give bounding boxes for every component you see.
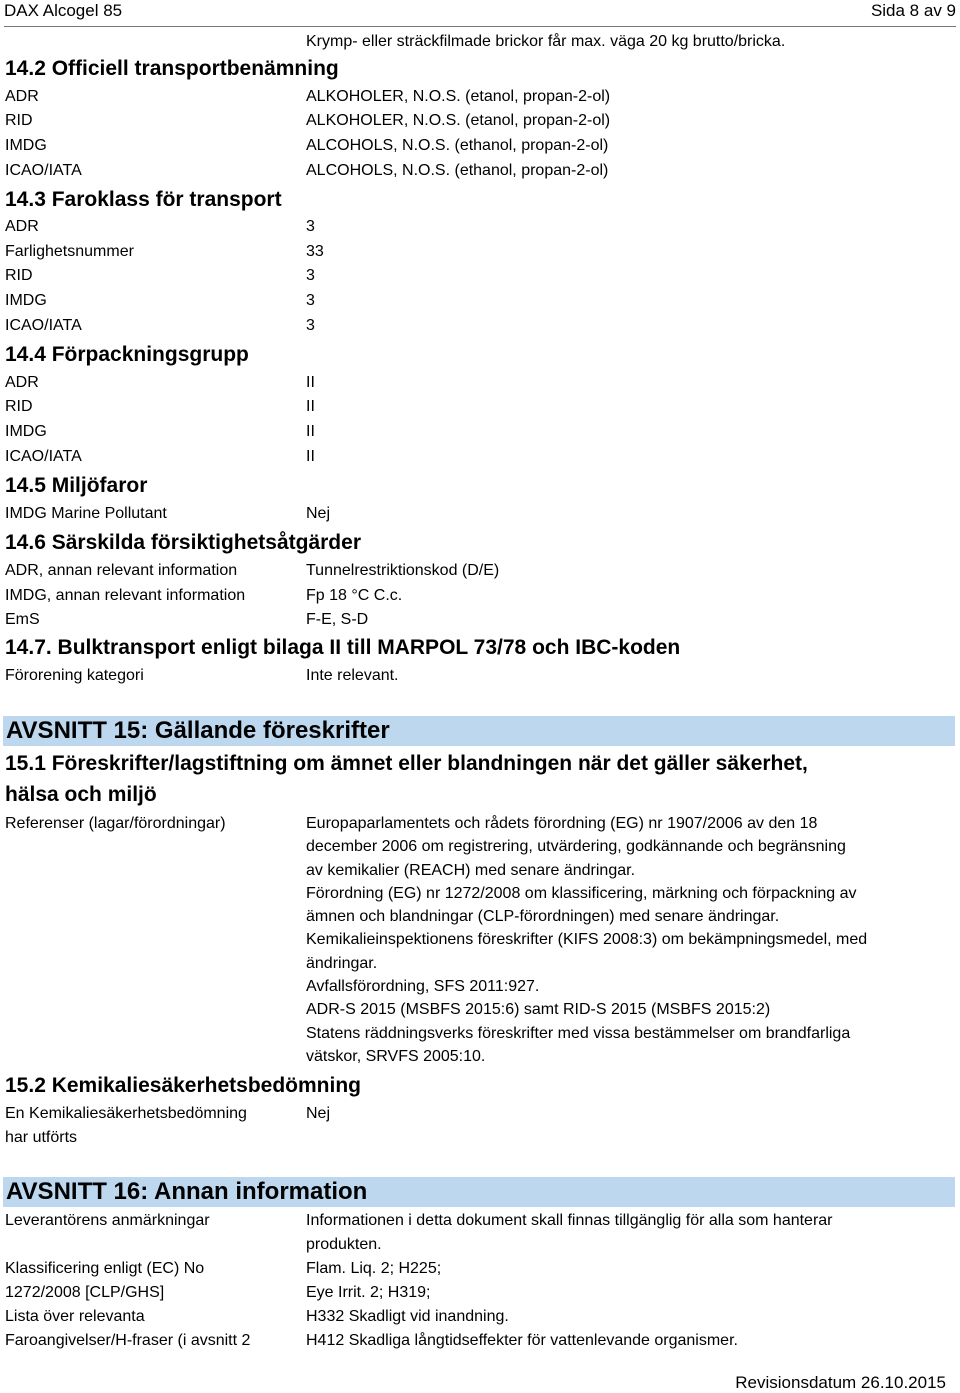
- row-value: Fp 18 °C C.c.: [306, 587, 403, 604]
- row-value: 3: [306, 218, 315, 235]
- row-label: ADR, annan relevant information: [5, 562, 238, 579]
- section-14-2-title: 14.2 Officiell transportbenämning: [5, 57, 339, 80]
- row-label: ICAO/IATA: [5, 448, 82, 465]
- classification-label-line2: 1272/2008 [CLP/GHS]: [5, 1284, 165, 1301]
- supplier-remarks-line1: Informationen i detta dokument skall finnas tillgänglig för alla som hanterar: [306, 1212, 833, 1229]
- row-value: 3: [306, 267, 315, 284]
- page-header: [4, 0, 956, 27]
- hazard-list-value-line2: H412 Skadliga långtidseffekter för vattenlevande organismer.: [306, 1332, 738, 1349]
- reference-line: Kemikalieinspektionens föreskrifter (KIFS 2008:3) om bekämpningsmedel, med: [306, 931, 868, 949]
- page-number: Sida 8 av 9: [870, 1, 956, 20]
- section-15-1-title-line1: 15.1 Föreskrifter/lagstiftning om ämnet eller blandningen när det gäller säkerhet,: [5, 752, 808, 775]
- reference-line: ämnen och blandningar (CLP-förordningen) med senare ändringar.: [306, 908, 780, 926]
- assessment-label-line2: har utförts: [5, 1129, 78, 1146]
- supplier-remarks-label: Leverantörens anmärkningar: [5, 1212, 210, 1229]
- row-label: EmS: [5, 611, 40, 628]
- row-label: IMDG, annan relevant information: [5, 587, 246, 604]
- row-value: F-E, S-D: [306, 611, 369, 628]
- row-value: ALCOHOLS, N.O.S. (ethanol, propan-2-ol): [306, 137, 609, 154]
- section-14-5-title: 14.5 Miljöfaror: [5, 474, 148, 497]
- reference-line: Statens räddningsverks föreskrifter med vissa bestämmelser om brandfarliga: [306, 1024, 851, 1042]
- reference-line: Europaparlamentets och rådets förordning (EG) nr 1907/2006 av den 18: [306, 815, 818, 832]
- row-label: IMDG: [5, 292, 47, 309]
- row-label: RID: [5, 398, 33, 415]
- section-15-2-title: 15.2 Kemikaliesäkerhetsbedömning: [5, 1074, 361, 1097]
- row-value: II: [306, 374, 315, 391]
- revision-date: Revisionsdatum 26.10.2015: [735, 1373, 946, 1392]
- row-label: IMDG: [5, 137, 47, 154]
- document-title: DAX Alcogel 85: [4, 1, 123, 20]
- reference-line: december 2006 om registrering, utvärdering, godkännande och begränsning: [306, 838, 846, 856]
- row-value: II: [306, 448, 315, 465]
- row-value: Nej: [306, 505, 331, 522]
- reference-line: av kemikalier (REACH) med senare ändringar.: [306, 861, 636, 879]
- supplier-remarks-line2: produkten.: [306, 1236, 382, 1253]
- row-label: IMDG: [5, 423, 47, 440]
- reference-line: vätskor, SRVFS 2005:10.: [306, 1047, 486, 1065]
- row-value: 3: [306, 292, 315, 309]
- row-label: ICAO/IATA: [5, 317, 82, 334]
- reference-line: Avfallsförordning, SFS 2011:927.: [306, 978, 540, 996]
- row-label: ADR: [5, 374, 39, 391]
- assessment-label-line1: En Kemikaliesäkerhetsbedömning: [5, 1105, 247, 1122]
- hazard-list-value-line1: H332 Skadligt vid inandning.: [306, 1308, 509, 1325]
- reference-line: ändringar.: [306, 954, 378, 972]
- section-14-6-title: 14.6 Särskilda försiktighetsåtgärder: [5, 531, 361, 554]
- row-value: II: [306, 423, 315, 440]
- top-note: Krymp- eller sträckfilmade brickor får max. väga 20 kg brutto/bricka.: [306, 33, 786, 50]
- section-14-3-title: 14.3 Faroklass för transport: [5, 188, 282, 211]
- row-label: ADR: [5, 218, 39, 235]
- section-16-band: [3, 1177, 955, 1207]
- row-label: Farlighetsnummer: [5, 243, 134, 260]
- assessment-value: Nej: [306, 1105, 331, 1122]
- row-value: 33: [306, 243, 324, 260]
- row-value: ALCOHOLS, N.O.S. (ethanol, propan-2-ol): [306, 162, 609, 179]
- row-label: RID: [5, 267, 33, 284]
- row-label: ICAO/IATA: [5, 162, 82, 179]
- classification-value-line2: Eye Irrit. 2; H319;: [306, 1284, 431, 1301]
- row-label: ADR: [5, 88, 39, 105]
- row-value: II: [306, 398, 315, 415]
- row-label: IMDG Marine Pollutant: [5, 505, 167, 522]
- references-text: [306, 812, 926, 1068]
- classification-label-line1: Klassificering enligt (EC) No: [5, 1260, 205, 1277]
- section-14-7-title: 14.7. Bulktransport enligt bilaga II till MARPOL 73/78 och IBC-koden: [5, 636, 681, 659]
- section-16-heading: AVSNITT 16: Annan information: [6, 1178, 368, 1205]
- hazard-list-label-line2: Faroangivelser/H-fraser (i avsnitt 2: [5, 1332, 251, 1349]
- row-value: Inte relevant.: [306, 667, 399, 684]
- section-15-heading: AVSNITT 15: Gällande föreskrifter: [6, 717, 390, 744]
- reference-line: Förordning (EG) nr 1272/2008 om klassificering, märkning och förpackning av: [306, 884, 857, 902]
- row-value: Tunnelrestriktionskod (D/E): [306, 562, 500, 579]
- row-value: ALKOHOLER, N.O.S. (etanol, propan-2-ol): [306, 112, 611, 129]
- references-label: Referenser (lagar/förordningar): [5, 815, 226, 832]
- section-15-1-title-line2: hälsa och miljö: [5, 783, 157, 806]
- section-15-band: [3, 716, 955, 746]
- row-label: RID: [5, 112, 33, 129]
- row-value: ALKOHOLER, N.O.S. (etanol, propan-2-ol): [306, 88, 611, 105]
- row-label: Förorening kategori: [5, 667, 144, 684]
- reference-line: ADR-S 2015 (MSBFS 2015:6) samt RID-S 2015 (MSBFS 2015:2): [306, 1001, 771, 1019]
- section-14-4-title: 14.4 Förpackningsgrupp: [5, 343, 249, 366]
- classification-value-line1: Flam. Liq. 2; H225;: [306, 1260, 442, 1277]
- row-value: 3: [306, 317, 315, 334]
- hazard-list-label-line1: Lista över relevanta: [5, 1308, 145, 1325]
